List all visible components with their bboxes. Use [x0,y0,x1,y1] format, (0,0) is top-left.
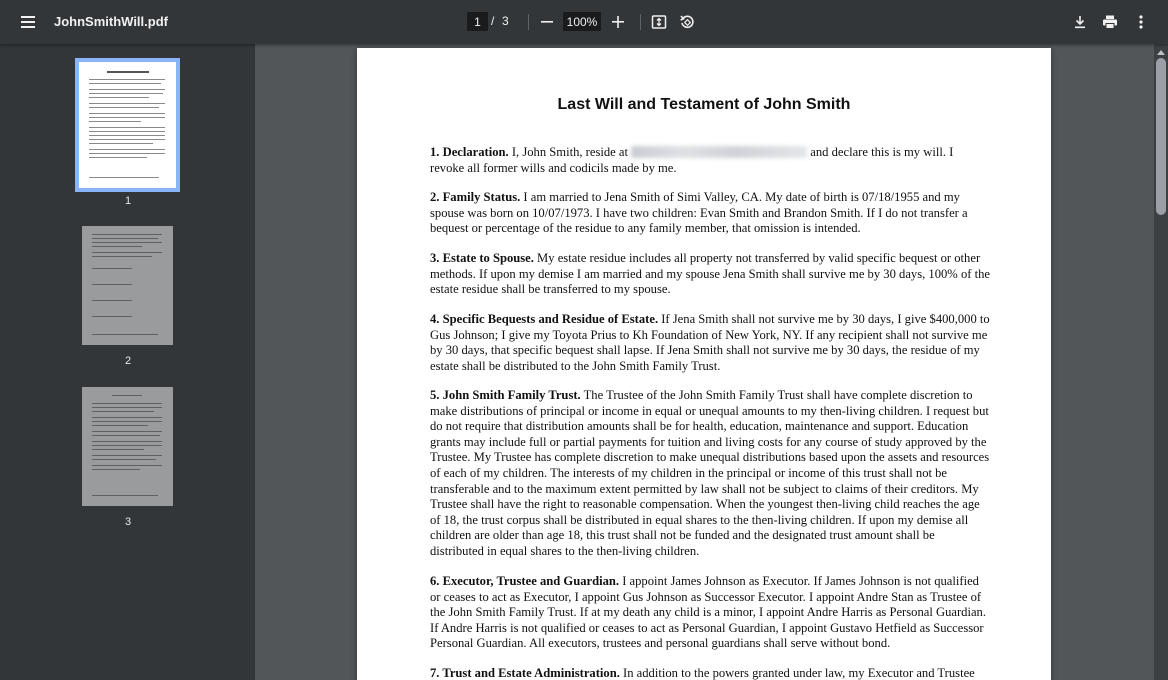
fit-to-page-icon [651,14,667,30]
zoom-in-button[interactable] [602,6,634,38]
menu-button[interactable] [12,6,44,38]
section-estate-to-spouse [430,251,990,298]
section-heading: 2. Family Status. [430,190,521,204]
section-heading: 3. Estate to Spouse. [430,251,534,265]
section-heading: 5. John Smith Family Trust. [430,388,581,402]
section-heading: 7. Trust and Estate Administration. [430,666,620,680]
section-text: I am married to Jena Smith of Simi Valley, CA. My date of birth is 07/18/1955 and my spouse was born on 10/07/1973. I have two children: Evan Smith and Brandon Smith. If I do not transfer a bequest or percentage of the residue to any family member, that omission is intended. [430,190,968,236]
document-page [357,48,1051,680]
print-icon [1102,14,1118,30]
zoom-out-button[interactable] [531,6,563,38]
section-family-status [430,190,990,237]
toolbar-divider [640,14,641,30]
document-filename: JohnSmithWill.pdf [54,14,168,29]
section-executor-trustee-guardian [430,574,990,652]
rotate-button[interactable] [671,6,703,38]
redacted-address [631,146,807,158]
download-button[interactable] [1064,6,1096,38]
rotate-icon [679,14,695,30]
thumbnail-label-1: 1 [124,195,132,207]
thumbnail-sidebar [0,44,255,680]
section-trust-administration [430,666,990,680]
section-text: My estate residue includes all property not transferred by valid specific bequest or other methods. If upon my demise I am married and my spouse Jena Smith shall survive me by 30 days, 100% of the estate residue shall be transferred to my spouse. [430,251,990,297]
section-text: The Trustee of the John Smith Family Trust shall have complete discretion to make distributions of principal or income in equal or unequal amounts to my then-living children. I request but do not require that distribution amounts shall be for health, education, maintenance and support. Education grants may include full or partial payments for tuition and living costs for any course of study approved by the Trustee. My Trustee has complete discretion to make unequal distributions based upon the assets and resources of each of my children. The interests of my children in the principal or income of this trust shall not be transferable and to the maximum extent permitted by law shall not be subject to claims of their creditors. My Trustee shall have the right to reasonable compensation. When the youngest then-living child reaches the age of 18, the trust corpus shall be distributed in equal shares to the then-living children. If upon my demise all children are older than age 18, this trust shall not be funded and the designated trust amount shall be distributed in equal shares to the then-living children. [430,388,990,558]
page-thumbnail-1[interactable] [79,62,176,188]
pdf-toolbar [0,0,1168,44]
more-options-icon [1139,15,1143,29]
zoom-out-icon [540,15,554,29]
thumbnail-label-3: 3 [124,516,132,528]
thumbnail-label-2: 2 [124,355,132,367]
more-options-button[interactable] [1125,6,1157,38]
section-text: and declare this is my will. I revoke all former wills and codicils made by me. [430,145,954,175]
section-declaration [430,145,990,176]
section-text: I, John Smith, reside at [508,145,632,159]
scrollbar-thumb[interactable] [1156,58,1166,215]
document-title: Last Will and Testament of John Smith [557,96,851,113]
section-text: If Jena Smith shall not survive me by 30 days, I give $400,000 to Gus Johnson; I give my Toyota Prius to Kh Foundation of New York, NY. If any recipient shall not survive me by 30 days, that specific bequest shall lapse. If Jena Smith shall not survive me by 30 days, the residue of my estate shall be distributed to the John Smith Family Trust. [430,312,990,373]
page-thumbnail-2[interactable] [82,226,173,345]
section-specific-bequests [430,312,990,374]
scroll-up-arrow[interactable] [1157,50,1165,55]
page-separator: / [491,14,495,28]
zoom-level-input[interactable]: 100% [563,12,601,31]
download-icon [1073,15,1087,29]
section-family-trust [430,388,990,560]
document-viewer[interactable] [255,44,1168,680]
section-text: In addition to the powers granted under law, my Executor and Trustee [619,666,975,680]
section-heading: 1. Declaration. [430,145,509,159]
page-total: 3 [502,14,509,28]
vertical-scrollbar[interactable] [1154,44,1168,680]
page-thumbnail-3[interactable] [82,387,173,506]
print-button[interactable] [1094,6,1126,38]
menu-icon [20,15,36,29]
page-number-input[interactable]: 1 [467,12,488,31]
toolbar-divider [528,14,529,30]
section-text: I appoint James Johnson as Executor. If James Johnson is not qualified or ceases to act as Executor, I appoint Gus Johnson as Successor Executor. I appoint Andre Stan as Trustee of the John Smith Family Trust. If at my death any child is a minor, I appoint Andre Harris as Personal Guardian. If Andre Harris is not qualified or ceases to act as Personal Guardian, I appoint Gustavo Hetfield as Successor Personal Guardian. All executors, trustees and personal guardians shall serve without bond. [430,574,986,651]
section-heading: 6. Executor, Trustee and Guardian. [430,574,620,588]
section-heading: 4. Specific Bequests and Residue of Estate. [430,312,659,326]
zoom-in-icon [611,15,625,29]
